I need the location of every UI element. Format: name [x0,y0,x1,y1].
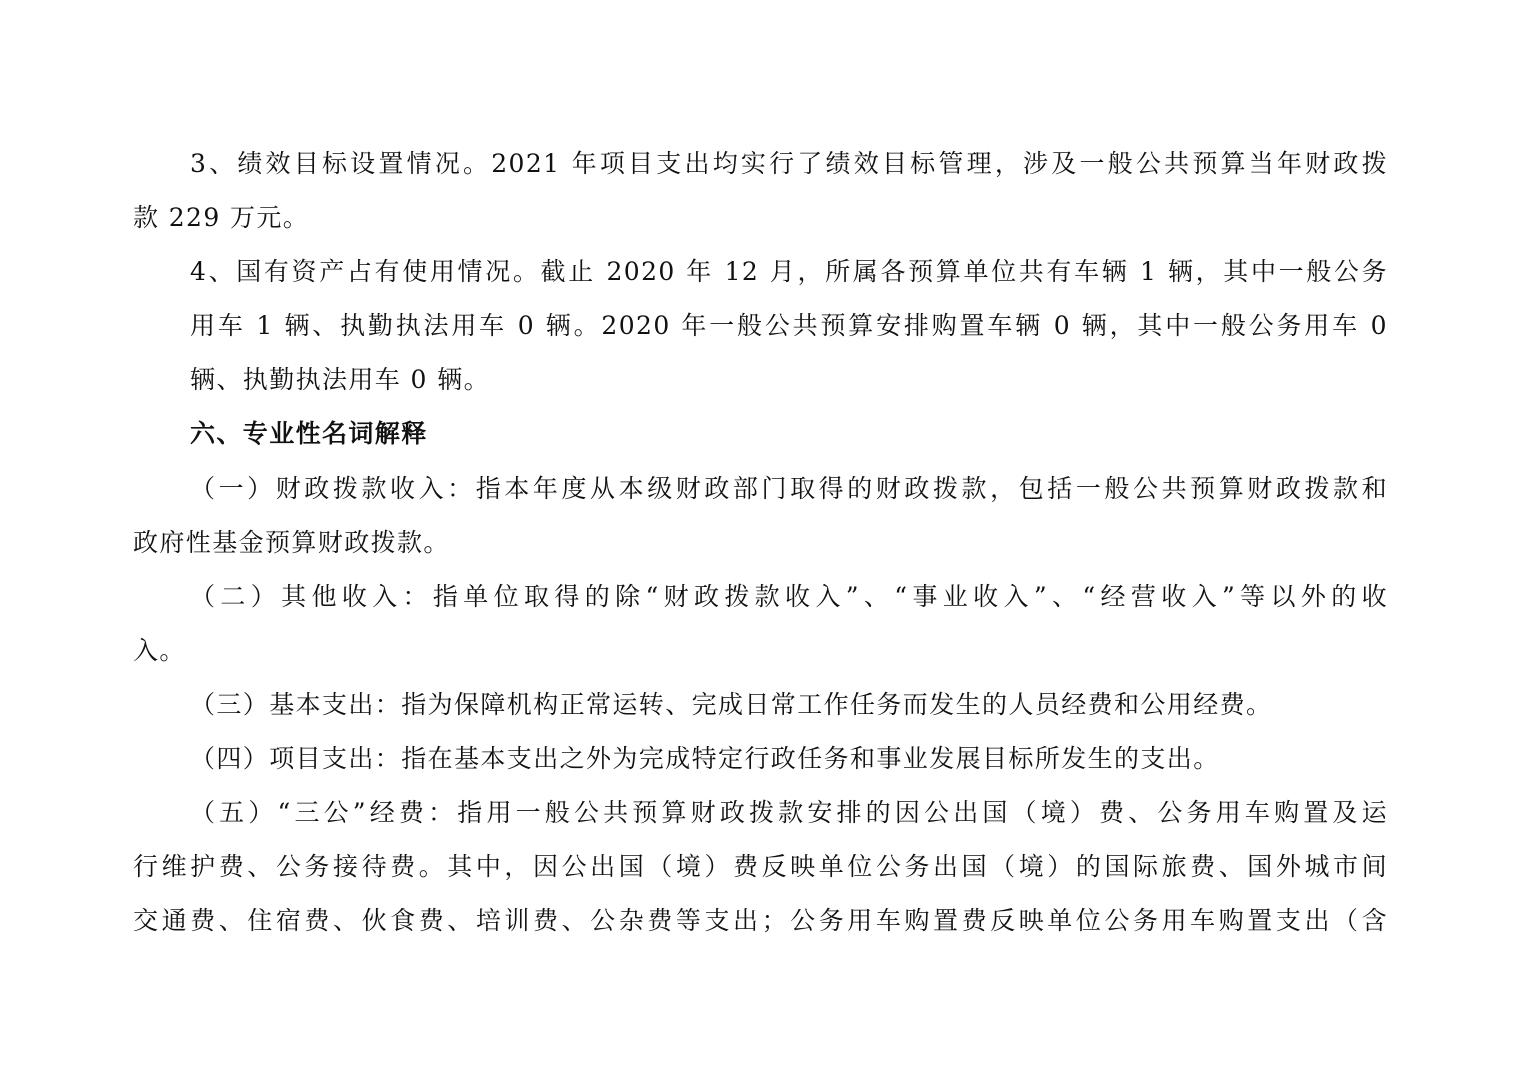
term-2-other-income: （二）其他收入：指单位取得的除“财政拨款收入”、“事业收入”、“经营收入”等以外的收 [190,582,1388,611]
text-line-4-continuation-2: 辆、执勤执法用车 0 辆。 [190,365,491,394]
term-5-three-public-expenses: （五）“三公”经费：指用一般公共预算财政拨款安排的因公出国（境）费、公务用车购置及运 [190,798,1388,827]
text-line-4-state-assets: 4、国有资产占有使用情况。截止 2020 年 12 月，所属各预算单位共有车辆 1 辆，其中一般公务 [190,257,1388,286]
term-5-continuation-1: 行维护费、公务接待费。其中，因公出国（境）费反映单位公务出国（境）的国际旅费、国外城市间 [133,852,1388,881]
text-line-4-continuation-1: 用车 1 辆、执勤执法用车 0 辆。2020 年一般公共预算安排购置车辆 0 辆，其中一般公务用车 0 [190,311,1388,340]
term-5-continuation-2: 交通费、住宿费、伙食费、培训费、公杂费等支出；公务用车购置费反映单位公务用车购置支出（含 [133,906,1388,935]
term-1-fiscal-appropriation-income: （一）财政拨款收入：指本年度从本级财政部门取得的财政拨款，包括一般公共预算财政拨款和 [190,474,1388,503]
text-line-3-performance-goals: 3、绩效目标设置情况。2021 年项目支出均实行了绩效目标管理，涉及一般公共预算当年财政拨 [190,149,1388,178]
term-4-project-expenditure: （四）项目支出：指在基本支出之外为完成特定行政任务和事业发展目标所发生的支出。 [190,744,1220,773]
section-heading-terminology: 六、专业性名词解释 [190,419,428,448]
term-1-continuation: 政府性基金预算财政拨款。 [133,528,450,557]
term-3-basic-expenditure: （三）基本支出：指为保障机构正常运转、完成日常工作任务而发生的人员经费和公用经费。 [190,690,1273,719]
text-line-3-continuation: 款 229 万元。 [133,203,310,232]
term-2-continuation: 入。 [133,636,186,665]
